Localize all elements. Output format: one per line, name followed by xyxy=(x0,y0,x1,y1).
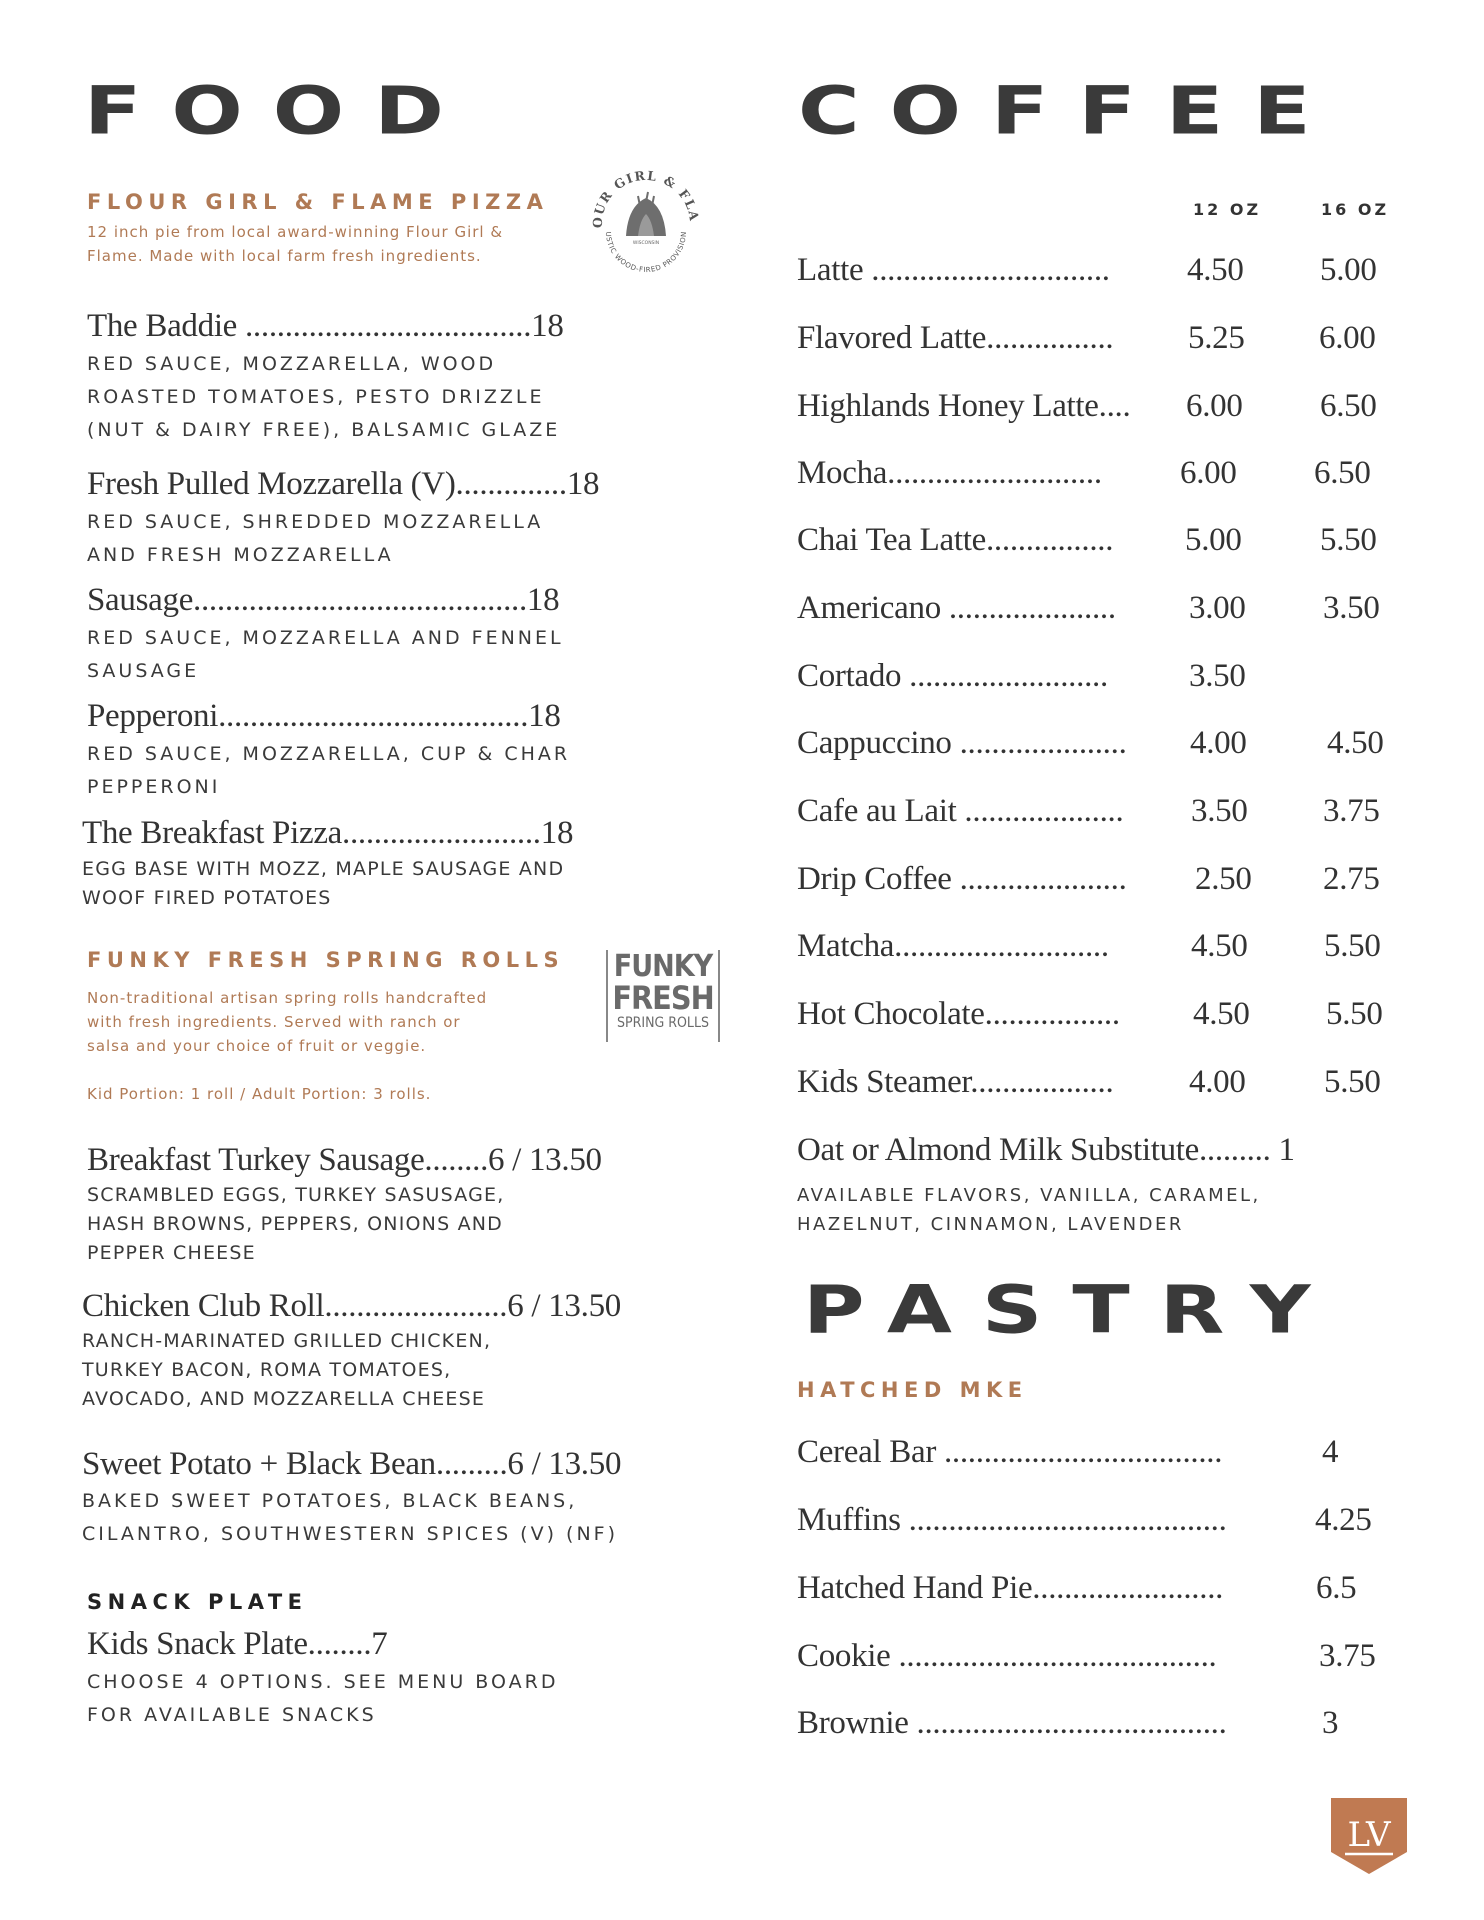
coffee-item-name: Matcha........................... xyxy=(797,928,1109,964)
funky-fresh-title: FUNKY FRESH SPRING ROLLS xyxy=(87,948,565,972)
coffee-price-12oz: 2.50 xyxy=(1195,861,1252,897)
coffee-price-12oz: 6.00 xyxy=(1186,388,1243,424)
pastry-item-name: Brownie ....................................... xyxy=(797,1705,1227,1741)
coffee-price-12oz: 6.00 xyxy=(1180,455,1237,491)
pastry-item-row xyxy=(797,1568,1397,1612)
coffee-price-12oz: 4.50 xyxy=(1187,252,1244,288)
coffee-price-16oz: 5.50 xyxy=(1320,522,1377,558)
pastry-item-price: 4 xyxy=(1322,1434,1339,1470)
pastry-item-price: 6.5 xyxy=(1316,1570,1357,1606)
size-16oz-label: 16 OZ xyxy=(1321,200,1390,219)
snack-plate-name: Kids Snack Plate........7 xyxy=(87,1626,388,1662)
pizza-item-name: Sausage..........................................18 xyxy=(87,582,560,618)
snack-plate-title: SNACK PLATE xyxy=(87,1590,308,1614)
pizza-item-name: Pepperoni.......................................18 xyxy=(87,698,561,734)
pizza-item-description xyxy=(82,855,564,913)
coffee-price-12oz: 4.00 xyxy=(1190,725,1247,761)
pastry-item-name: Muffins ........................................ xyxy=(797,1502,1227,1538)
coffee-item-row xyxy=(797,588,1397,632)
funky-fresh-desc-line: with fresh ingredients. Served with ranch or xyxy=(87,1013,461,1031)
coffee-price-12oz: 3.00 xyxy=(1189,590,1246,626)
desc-line: PEPPER CHEESE xyxy=(87,1242,256,1264)
pastry-item-name: Cookie ........................................ xyxy=(797,1638,1217,1674)
pastry-item-row xyxy=(797,1703,1397,1747)
roll-item-name: Breakfast Turkey Sausage........6 / 13.50 xyxy=(87,1142,602,1178)
size-12oz-label: 12 OZ xyxy=(1193,200,1262,219)
coffee-price-12oz: 4.50 xyxy=(1191,928,1248,964)
coffee-item-row xyxy=(797,791,1397,835)
coffee-item-row xyxy=(797,859,1397,903)
coffee-item-row xyxy=(797,926,1397,970)
pizza-item-name: The Baddie ....................................18 xyxy=(87,308,564,344)
flavors-description xyxy=(797,1181,1261,1239)
desc-line: AVAILABLE FLAVORS, VANILLA, CARAMEL, xyxy=(797,1185,1261,1206)
coffee-price-16oz: 5.50 xyxy=(1324,928,1381,964)
coffee-item-row xyxy=(797,723,1397,767)
desc-line: (NUT & DAIRY FREE), BALSAMIC GLAZE xyxy=(87,419,561,441)
coffee-price-12oz: 5.00 xyxy=(1185,522,1242,558)
coffee-item-name: Drip Coffee ..................... xyxy=(797,861,1127,897)
coffee-item-row xyxy=(797,1062,1397,1106)
coffee-item-row xyxy=(797,656,1397,700)
desc-line: ROASTED TOMATOES, PESTO DRIZZLE xyxy=(87,386,545,408)
coffee-price-12oz: 3.50 xyxy=(1191,793,1248,829)
pizza-item-description xyxy=(87,348,560,447)
coffee-item-name: Kids Steamer.................. xyxy=(797,1064,1114,1100)
desc-line: EGG BASE WITH MOZZ, MAPLE SAUSAGE AND xyxy=(82,858,565,880)
pastry-vendor: HATCHED MKE xyxy=(797,1378,1028,1402)
coffee-item-name: Americano ..................... xyxy=(797,590,1116,626)
desc-line: RANCH-MARINATED GRILLED CHICKEN, xyxy=(82,1330,492,1352)
coffee-item-name: Cafe au Lait .................... xyxy=(797,793,1124,829)
flour-girl-logo-top-text: OUR GIRL & FLA xyxy=(589,167,703,229)
flour-girl-desc-line: 12 inch pie from local award-winning Flour Girl & xyxy=(87,223,504,241)
coffee-item-name: Highlands Honey Latte.... xyxy=(797,388,1131,424)
desc-line: RED SAUCE, MOZZARELLA, WOOD xyxy=(87,353,497,375)
coffee-item-name: Latte .............................. xyxy=(797,252,1110,288)
desc-line: BAKED SWEET POTATOES, BLACK BEANS, xyxy=(82,1490,578,1512)
pastry-item-price: 4.25 xyxy=(1315,1502,1372,1538)
pizza-item-name: Fresh Pulled Mozzarella (V)..............18 xyxy=(87,466,600,502)
roll-item-description xyxy=(82,1327,491,1414)
coffee-item-row xyxy=(797,520,1397,564)
coffee-item-row xyxy=(797,250,1397,294)
desc-line: HAZELNUT, CINNAMON, LAVENDER xyxy=(797,1214,1184,1235)
coffee-price-12oz: 4.50 xyxy=(1193,996,1250,1032)
coffee-item-name: Hot Chocolate................. xyxy=(797,996,1120,1032)
flour-girl-description xyxy=(87,220,503,268)
desc-line: RED SAUCE, MOZZARELLA AND FENNEL xyxy=(87,627,564,649)
coffee-price-16oz: 2.75 xyxy=(1323,861,1380,897)
roll-item-description xyxy=(87,1181,504,1268)
desc-line: CILANTRO, SOUTHWESTERN SPICES (V) (NF) xyxy=(82,1523,618,1545)
desc-line: HASH BROWNS, PEPPERS, ONIONS AND xyxy=(87,1213,504,1235)
coffee-item-name: Cortado ......................... xyxy=(797,658,1108,694)
pastry-item-row xyxy=(797,1636,1397,1680)
pastry-heading: PASTRY xyxy=(803,1271,1341,1348)
pastry-item-name: Cereal Bar ................................... xyxy=(797,1434,1223,1470)
coffee-item-row xyxy=(797,453,1397,497)
pastry-item-price: 3 xyxy=(1322,1705,1339,1741)
coffee-item-row xyxy=(797,386,1397,430)
roll-item-name: Chicken Club Roll.......................6 / 13.50 xyxy=(82,1288,621,1324)
desc-line: FOR AVAILABLE SNACKS xyxy=(87,1704,377,1726)
coffee-item-name: Flavored Latte................ xyxy=(797,320,1114,356)
roll-item-description xyxy=(82,1485,618,1551)
desc-line: AND FRESH MOZZARELLA xyxy=(87,544,394,566)
pastry-item-row xyxy=(797,1432,1397,1476)
coffee-item-name: Cappuccino ..................... xyxy=(797,725,1127,761)
desc-line: WOOF FIRED POTATOES xyxy=(82,887,332,909)
lv-logo xyxy=(1329,1794,1409,1876)
funky-fresh-logo xyxy=(606,950,720,1042)
desc-line: RED SAUCE, SHREDDED MOZZARELLA xyxy=(87,511,544,533)
coffee-price-16oz: 3.50 xyxy=(1323,590,1380,626)
coffee-price-16oz: 3.75 xyxy=(1323,793,1380,829)
desc-line: SCRAMBLED EGGS, TURKEY SASUSAGE, xyxy=(87,1184,505,1206)
funky-fresh-desc-line: salsa and your choice of fruit or veggie. xyxy=(87,1037,427,1055)
pizza-item-description xyxy=(87,622,564,688)
desc-line: SAUSAGE xyxy=(87,660,200,682)
coffee-price-12oz: 4.00 xyxy=(1189,1064,1246,1100)
flour-girl-logo xyxy=(588,162,704,278)
coffee-item-row xyxy=(797,994,1397,1038)
desc-line: CHOOSE 4 OPTIONS. SEE MENU BOARD xyxy=(87,1671,559,1693)
milk-substitute: Oat or Almond Milk Substitute......... 1 xyxy=(797,1132,1295,1168)
coffee-price-12oz: 5.25 xyxy=(1188,320,1245,356)
coffee-price-16oz: 6.50 xyxy=(1314,455,1371,491)
coffee-price-16oz: 6.00 xyxy=(1319,320,1376,356)
flour-girl-desc-line: Flame. Made with local farm fresh ingredients. xyxy=(87,247,482,265)
coffee-price-16oz: 4.50 xyxy=(1327,725,1384,761)
pastry-item-name: Hatched Hand Pie........................ xyxy=(797,1570,1224,1606)
funky-fresh-logo-line1: FUNKY xyxy=(613,949,713,984)
coffee-price-16oz: 6.50 xyxy=(1320,388,1377,424)
pizza-item-name: The Breakfast Pizza.........................18 xyxy=(82,815,574,851)
pizza-item-description xyxy=(87,738,570,804)
coffee-item-row xyxy=(797,318,1397,362)
snack-plate-description xyxy=(87,1666,558,1732)
pizza-item-description xyxy=(87,506,543,572)
pastry-item-row xyxy=(797,1500,1397,1544)
coffee-heading: COFFEE xyxy=(798,72,1341,149)
flour-girl-title: FLOUR GIRL & FLAME PIZZA xyxy=(87,190,549,214)
funky-fresh-logo-line3: SPRING ROLLS xyxy=(617,1015,709,1031)
coffee-price-16oz: 5.00 xyxy=(1320,252,1377,288)
funky-fresh-description xyxy=(87,986,487,1058)
food-heading: FOOD xyxy=(84,72,474,149)
lv-logo-text: LV xyxy=(1347,1815,1391,1855)
coffee-price-16oz: 5.50 xyxy=(1324,1064,1381,1100)
desc-line: TURKEY BACON, ROMA TOMATOES, xyxy=(82,1359,452,1381)
flour-girl-logo-small-text: WISCONSIN xyxy=(632,241,660,246)
coffee-item-name: Mocha........................... xyxy=(797,455,1102,491)
funky-fresh-desc-line: Non-traditional artisan spring rolls handcrafted xyxy=(87,989,488,1007)
coffee-price-12oz: 3.50 xyxy=(1189,658,1246,694)
flour-girl-logo-bottom-text: USTIC WOOD-FIRED PROVISION xyxy=(603,230,689,275)
coffee-price-16oz: 5.50 xyxy=(1326,996,1383,1032)
funky-fresh-logo-line2: FRESH xyxy=(612,979,714,1017)
funky-fresh-portion: Kid Portion: 1 roll / Adult Portion: 3 rolls. xyxy=(87,1085,432,1103)
pastry-item-price: 3.75 xyxy=(1319,1638,1376,1674)
desc-line: AVOCADO, AND MOZZARELLA CHEESE xyxy=(82,1388,486,1410)
coffee-item-name: Chai Tea Latte................ xyxy=(797,522,1114,558)
desc-line: PEPPERONI xyxy=(87,776,221,798)
roll-item-name: Sweet Potato + Black Bean.........6 / 13.50 xyxy=(82,1446,622,1482)
desc-line: RED SAUCE, MOZZARELLA, CUP & CHAR xyxy=(87,743,571,765)
